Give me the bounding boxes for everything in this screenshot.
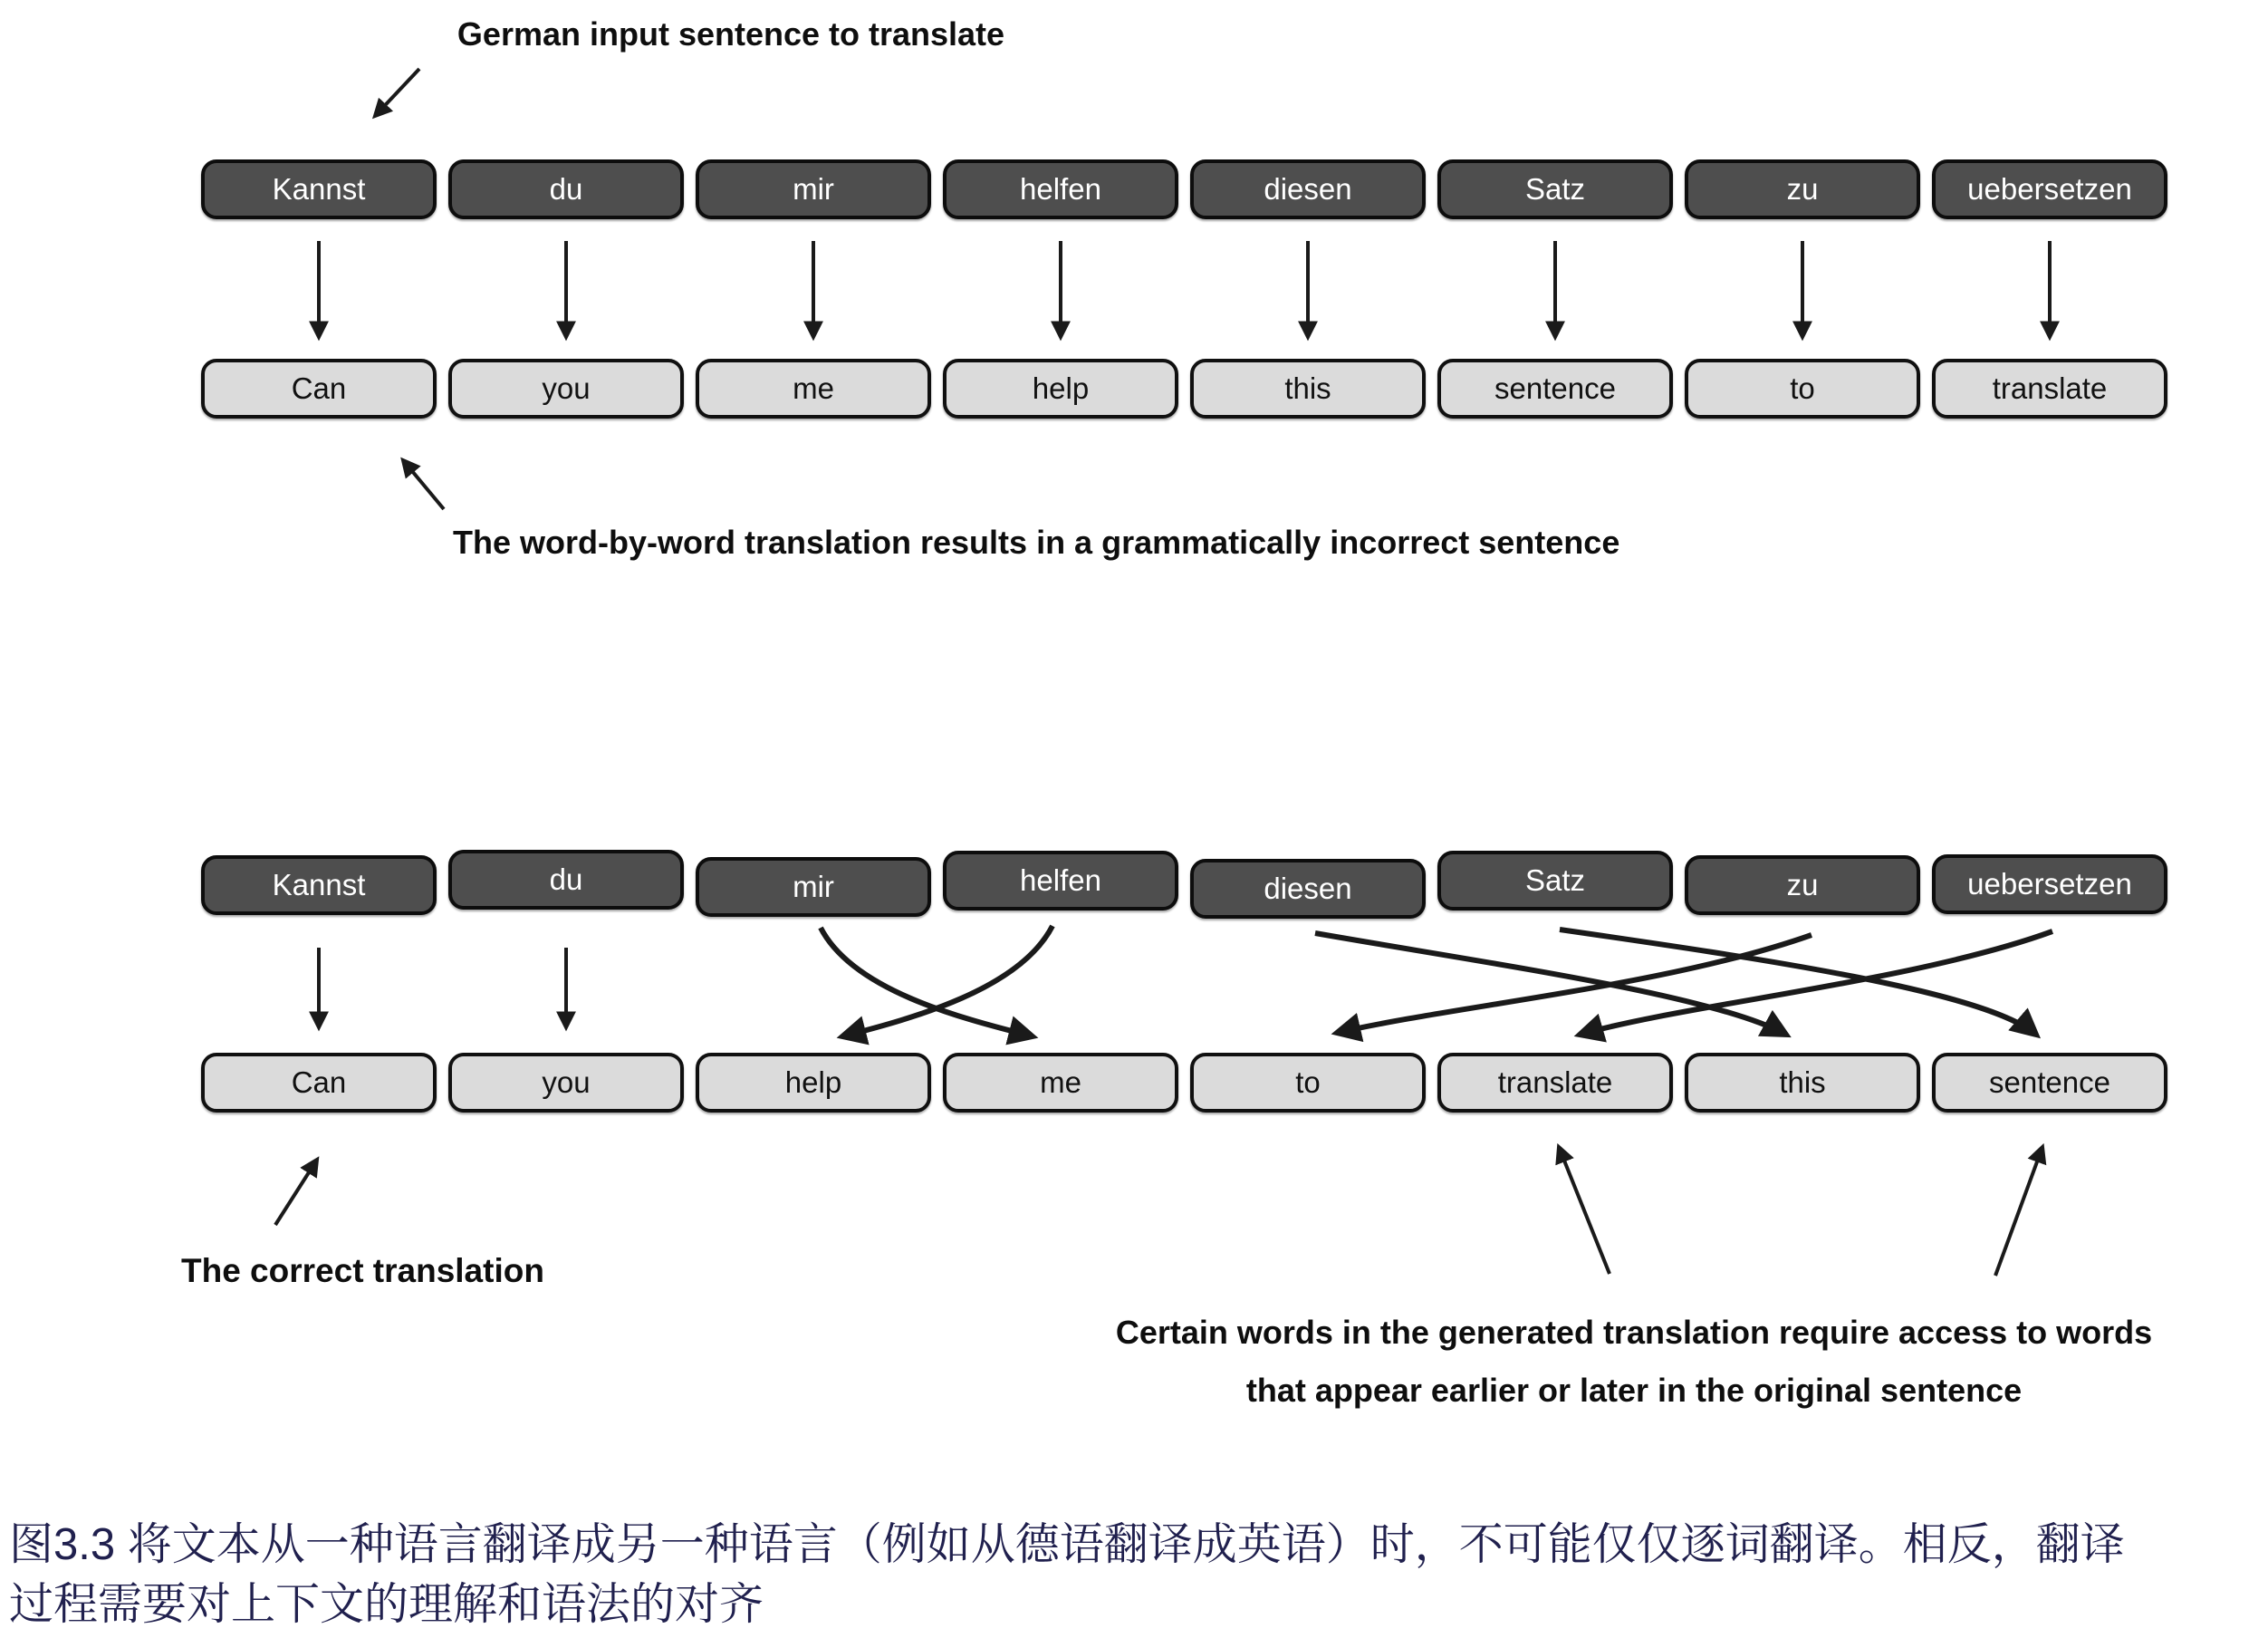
german-word-box: Kannst [201, 855, 437, 915]
german-word-box: helfen [943, 851, 1178, 911]
german-word-box: Satz [1437, 159, 1673, 219]
figure-caption-line2: 过程需要对上下文的理解和语法的对齐 [9, 1580, 764, 1629]
arrow-aligned-satz-sentence [1560, 930, 2036, 1035]
arrow-aligned-helfen-help [842, 926, 1052, 1036]
english-word-box: this [1190, 359, 1426, 419]
english-word-box: translate [1437, 1053, 1673, 1113]
annotation-context-line1: Certain words in the generated translation require access to words [1115, 1314, 2153, 1351]
english-word-box: to [1685, 359, 1920, 419]
annotation-german-input: German input sentence to translate [456, 15, 1005, 53]
english-word-box: sentence [1932, 1053, 2167, 1113]
english-word-box: you [448, 359, 684, 419]
english-word-box: to [1190, 1053, 1426, 1113]
german-word-box: mir [696, 159, 931, 219]
german-word-box: diesen [1190, 859, 1426, 919]
english-word-box: help [696, 1053, 931, 1113]
arrow-context-to-sentence [1995, 1147, 2042, 1276]
german-word-box: mir [696, 857, 931, 917]
arrow-aligned-uebersetzen-translate [1580, 931, 2052, 1035]
german-word-box: diesen [1190, 159, 1426, 219]
arrow-context-to-translate [1559, 1147, 1610, 1274]
english-word-box: Can [201, 1053, 437, 1113]
arrow-correct-translation-pointer [275, 1160, 317, 1225]
german-word-box: uebersetzen [1932, 854, 2167, 914]
annotation-correct-translation: The correct translation [181, 1252, 544, 1289]
german-word-box: zu [1685, 159, 1920, 219]
german-word-box: zu [1685, 855, 1920, 915]
german-word-box: du [448, 159, 684, 219]
english-word-box: translate [1932, 359, 2167, 419]
german-word-box: du [448, 850, 684, 910]
english-word-box: me [696, 359, 931, 419]
annotation-context-line2: that appear earlier or later in the original sentence [1245, 1372, 2023, 1409]
arrow-word-by-word-pointer [403, 460, 444, 509]
english-word-box: Can [201, 359, 437, 419]
german-word-box: Satz [1437, 851, 1673, 911]
arrow-aligned-diesen-this [1315, 933, 1786, 1035]
annotation-word-by-word: The word-by-word translation results in a grammatically incorrect sentence [453, 524, 1620, 561]
english-word-box: help [943, 359, 1178, 419]
german-word-box: uebersetzen [1932, 159, 2167, 219]
arrow-german-input-pointer [375, 69, 419, 116]
english-word-box: me [943, 1053, 1178, 1113]
figure-caption-line1: 图3.3 将文本从一种语言翻译成另一种语言（例如从德语翻译成英语）时，不可能仅仅逐词翻译。相反，翻译 [9, 1520, 2125, 1569]
arrow-aligned-zu-to [1337, 935, 1812, 1033]
english-word-box: you [448, 1053, 684, 1113]
english-word-box: this [1685, 1053, 1920, 1113]
arrow-aligned-mir-me [821, 928, 1033, 1036]
german-word-box: Kannst [201, 159, 437, 219]
german-word-box: helfen [943, 159, 1178, 219]
english-word-box: sentence [1437, 359, 1673, 419]
